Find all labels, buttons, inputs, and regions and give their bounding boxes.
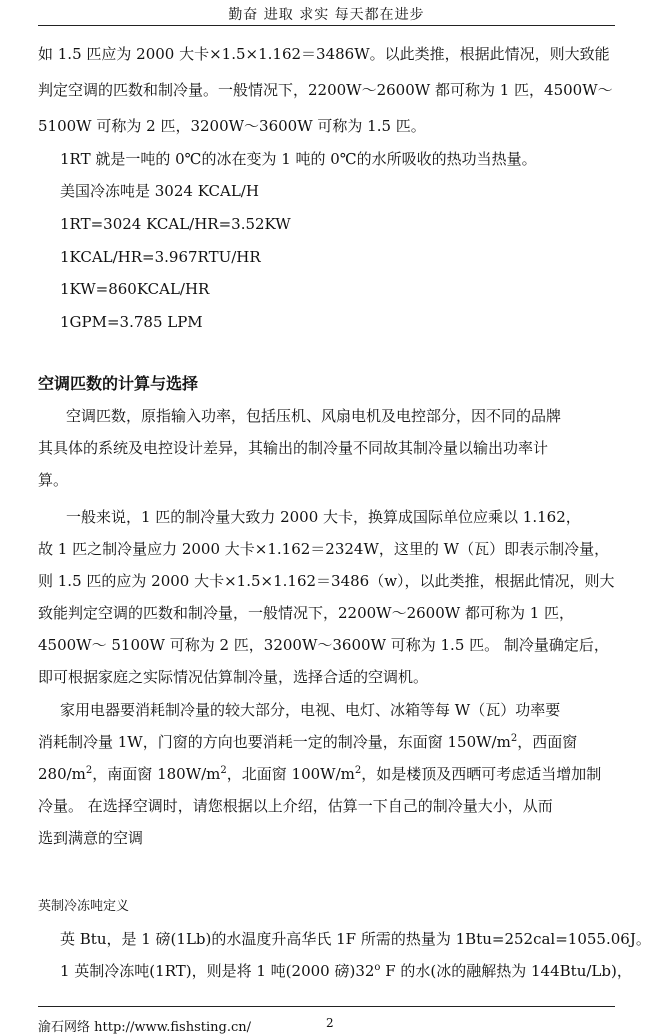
superscript: 2 [220, 765, 227, 776]
paragraph-line: 选到满意的空调 [38, 829, 144, 847]
text-run: 1 英制冷冻吨(1RT)，则是将 1 吨(2000 磅)32 [60, 962, 375, 980]
superscript: 2 [354, 765, 362, 776]
paragraph-line: 致能判定空调的匹数和制冷量，一般情况下，2200W～2600W 都可称为 1 匹， [38, 604, 575, 622]
paragraph-line: 5100W 可称为 2 匹，3200W～3600W 可称为 1.5 匹。 [38, 117, 426, 135]
superscript: 2 [85, 765, 93, 776]
paragraph-line [38, 732, 577, 752]
paragraph-line: 冷量。 在选择空调时，请您根据以上介绍，估算一下自己的制冷量大小，从而 [38, 797, 553, 815]
paragraph-line: 算。 [38, 471, 69, 489]
page-number: 2 [326, 1016, 334, 1030]
conversion-line: 1RT=3024 KCAL/HR=3.52KW [60, 215, 291, 233]
page-footer [0, 1006, 653, 1034]
btu-definition: 英 Btu，是 1 磅(1Lb)的水温度升高华氏 1F 所需的热量为 1Btu=252cal=1055.06J。 [60, 930, 651, 948]
conversion-line: 1KCAL/HR=3.967RTU/HR [60, 248, 261, 266]
page-header [0, 0, 653, 28]
degree-superscript: o [374, 962, 381, 973]
text-run: 消耗制冷量 1W，门窗的方向也要消耗一定的制冷量，东面窗 150W/m [38, 733, 511, 751]
paragraph-line: 4500W～ 5100W 可称为 2 匹，3200W～3600W 可称为 1.5 匹。 制冷量确定后， [38, 636, 609, 654]
text-run: F 的水(冰的融解热为 144Btu/Lb)， [380, 962, 632, 980]
text-run: ，如是楼顶及西晒可考虑适当增加制 [361, 765, 602, 783]
imperial-ton-definition [60, 961, 632, 981]
paragraph-line [38, 764, 601, 784]
text-run: ，南面窗 180W/m [92, 765, 221, 783]
header-rule [38, 25, 615, 26]
paragraph-line: 家用电器要消耗制冷量的较大部分，电视、电灯、冰箱等每 W（瓦）功率要 [60, 701, 561, 719]
paragraph-line: 空调匹数，原指输入功率，包括压机、风扇电机及电控部分，因不同的品牌 [66, 407, 562, 425]
text-run: ，西面窗 [517, 733, 578, 751]
us-ton-definition: 美国冷冻吨是 3024 KCAL/H [60, 182, 259, 200]
conversion-line: 1KW=860KCAL/HR [60, 280, 210, 298]
paragraph-line: 判定空调的匹数和制冷量。一般情况下，2200W～2600W 都可称为 1 匹，4500W～ [38, 81, 613, 99]
footer-rule [38, 1006, 615, 1007]
text-run: ，北面窗 100W/m [226, 765, 355, 783]
paragraph-line: 如 1.5 匹应为 2000 大卡×1.5×1.162＝3486W。以此类推，根据此情况，则大致能 [38, 45, 610, 63]
superscript: 2 [510, 733, 518, 744]
paragraph-line: 一般来说，1 匹的制冷量大致力 2000 大卡，换算成国际单位应乘以 1.162， [66, 508, 581, 526]
header-motto: 勤奋 进取 求实 每天都在进步 [228, 7, 425, 23]
rt-definition: 1RT 就是一吨的 0℃的冰在变为 1 吨的 0℃的水所吸收的热功当热量。 [60, 150, 537, 168]
subsection-title: 英制冷冻吨定义 [38, 899, 130, 914]
conversion-line: 1GPM=3.785 LPM [60, 313, 203, 331]
footer-site: 渝石网络 http://www.fishsting.cn/ [38, 1020, 252, 1035]
paragraph-line: 则 1.5 匹的应为 2000 大卡×1.5×1.162＝3486（w），以此类推，根据此情况，则大 [38, 572, 615, 590]
paragraph-line: 其具体的系统及电控设计差异，其输出的制冷量不同故其制冷量以输出功率计 [38, 439, 549, 457]
paragraph-line: 故 1 匹之制冷量应力 2000 大卡×1.162＝2324W，这里的 W（瓦）即表示制冷量， [38, 540, 610, 558]
text-run: 280/m [38, 765, 86, 783]
section-title: 空调匹数的计算与选择 [38, 374, 199, 393]
paragraph-line: 即可根据家庭之实际情况估算制冷量，选择合适的空调机。 [38, 668, 429, 686]
